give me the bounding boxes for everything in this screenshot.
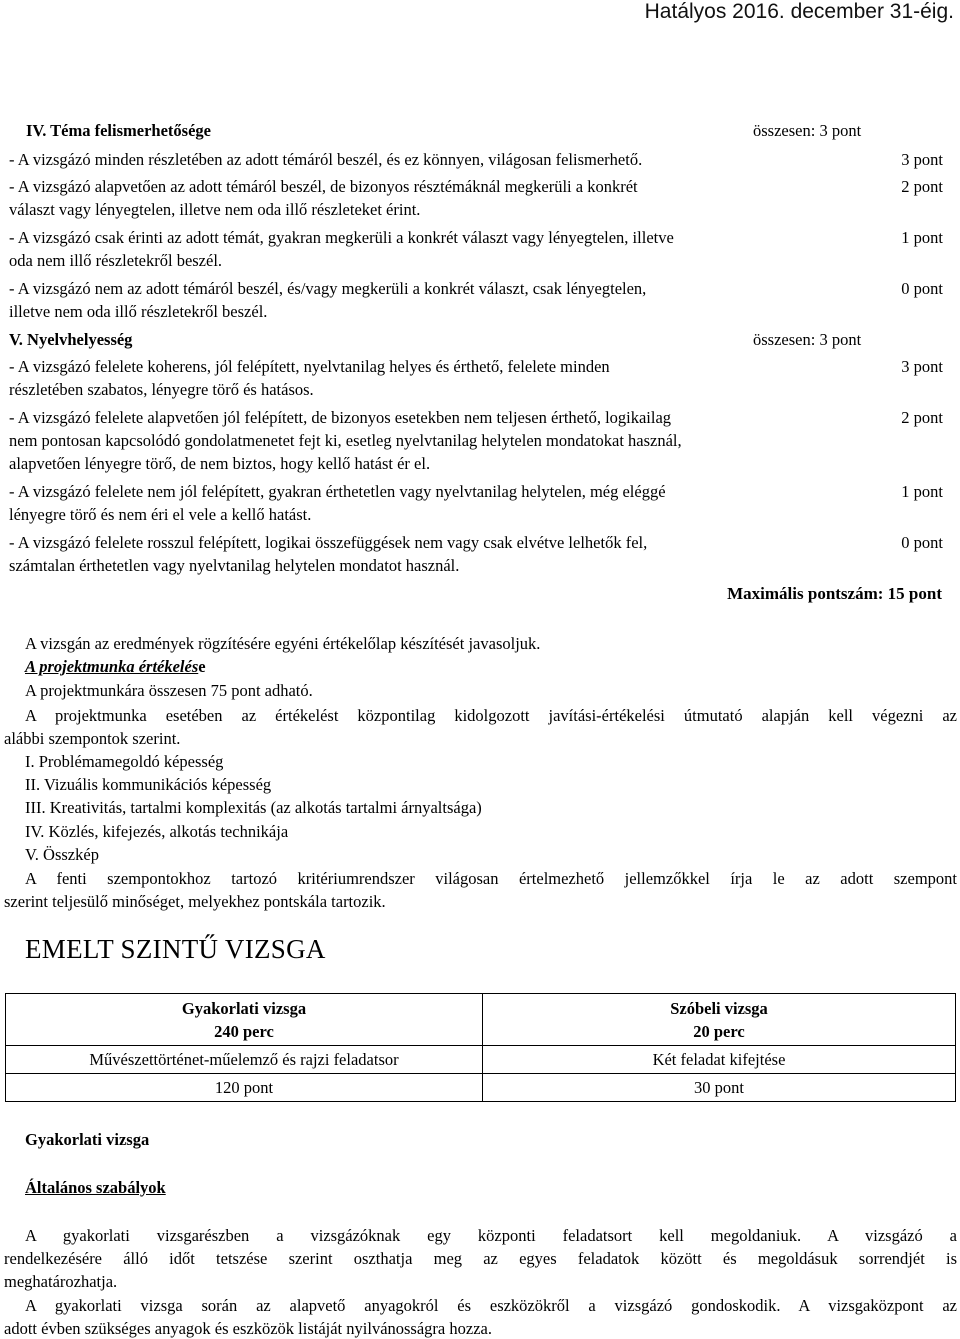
section-v-item-4-points: 0 pont bbox=[901, 533, 943, 552]
exam-structure-table bbox=[5, 993, 956, 1102]
section-v-total: összesen: 3 pont bbox=[753, 330, 862, 349]
section-iv-item-3-line-1: - A vizsgázó csak érinti az adott témát, gyakran megkerüli a konkrét választ vagy lényegtelen, illetve bbox=[9, 228, 674, 247]
paragraph-project-points: A projektmunkára összesen 75 pont adható. bbox=[25, 681, 313, 700]
section-iv-item-4-line-2: illetve nem oda illő részletekről beszél. bbox=[9, 302, 268, 321]
section-v-item-1-line-1: - A vizsgázó felelete koherens, jól felépített, nyelvtanilag helyes és érthető, felelete minden bbox=[9, 357, 610, 376]
project-evaluation-heading-text: A projektmunka értékelés bbox=[25, 657, 199, 676]
criteria-list-item: III. Kreativitás, tartalmi komplexitás (az alkotás tartalmi árnyaltsága) bbox=[25, 798, 482, 817]
section-v-item-3-points: 1 pont bbox=[901, 482, 943, 501]
table-row bbox=[6, 1074, 956, 1102]
rules-paragraph-1-line-2: rendelkezésére álló időt tetszése szerint oszthatja meg az egyes feladatok között és megoldásuk sorrendjét is bbox=[4, 1249, 957, 1268]
max-score: Maximális pontszám: 15 pont bbox=[727, 584, 942, 603]
paragraph-criteria-system-line-2: szerint teljesülő minőséget, melyekhez pontskála tartozik. bbox=[4, 892, 386, 911]
section-iv-item-4-line-1: - A vizsgázó nem az adott témáról beszél, és/vagy megkerüli a konkrét választ, csak lényegtelen, bbox=[9, 279, 647, 298]
section-iv-item-4-points: 0 pont bbox=[901, 279, 943, 298]
section-v-item-1-points: 3 pont bbox=[901, 357, 943, 376]
rules-paragraph-1-line-1: A gyakorlati vizsgarészben a vizsgázóknak egy központi feladatsort kell megoldaniuk. A vizsgázó a bbox=[25, 1226, 957, 1245]
practical-task: Művészettörténet-műelemző és rajzi feladatsor bbox=[6, 1046, 483, 1074]
section-v-item-3-line-1: - A vizsgázó felelete nem jól felépített, gyakran érthetetlen vagy nyelvtanilag helytelen, még eléggé bbox=[9, 482, 666, 501]
table-cell-oral-header bbox=[483, 994, 956, 1046]
section-iv-item-1-line-1: - A vizsgázó minden részletében az adott témáról beszél, és ez könnyen, világosan felismerhető. bbox=[9, 150, 643, 169]
section-v-item-4-line-2: számtalan érthetetlen vagy nyelvtanilag helytelen mondatot használ. bbox=[9, 556, 460, 575]
project-evaluation-heading-tail: e bbox=[198, 657, 206, 676]
table-cell-practical-header bbox=[6, 994, 483, 1046]
oral-title: Szóbeli vizsga bbox=[670, 998, 768, 1018]
practical-title: Gyakorlati vizsga bbox=[181, 998, 307, 1018]
practical-exam-heading: Gyakorlati vizsga bbox=[25, 1130, 150, 1149]
section-iv-item-1-points: 3 pont bbox=[901, 150, 943, 169]
section-iv-item-2-line-1: - A vizsgázó alapvetően az adott témáról beszél, de bizonyos résztémáknál megkerüli a konkrét bbox=[9, 177, 638, 196]
paragraph-evaluation-sheet: A vizsgán az eredmények rögzítésére egyéni értékelőlap készítését javasoljuk. bbox=[25, 634, 541, 653]
general-rules-heading: Általános szabályok bbox=[25, 1178, 166, 1197]
paragraph-criteria-system-line-1: A fenti szempontokhoz tartozó kritériumrendszer világosan értelmezhető jellemzőkkel írja le az adott szempont bbox=[25, 869, 957, 888]
emelt-szint-title: EMELT SZINTŰ VIZSGA bbox=[25, 934, 326, 964]
section-iv-item-3-points: 1 pont bbox=[901, 228, 943, 247]
section-iv-item-3-line-2: oda nem illő részletekről beszél. bbox=[9, 251, 223, 270]
paragraph-criteria-line-2: alábbi szempontok szerint. bbox=[4, 729, 181, 748]
section-v-item-2-line-3: alapvetően lényegre törő, de nem biztos, hogy kellő hatást ér el. bbox=[9, 454, 431, 473]
rules-paragraph-1-line-3: meghatározhatja. bbox=[4, 1272, 118, 1291]
paragraph-criteria-line-1: A projektmunka esetében az értékelést központilag kidolgozott javítási-értékelési útmutató alapján kell végezni az bbox=[25, 706, 957, 725]
criteria-list-item: II. Vizuális kommunikációs képesség bbox=[25, 775, 272, 794]
section-v-item-2-line-2: nem pontosan kapcsolódó gondolatmenetet fejt ki, esetleg nyelvtanilag helytelen mondatokat használ, bbox=[9, 431, 682, 450]
page-header-validity: Hatályos 2016. december 31-éig. bbox=[644, 0, 954, 23]
table-row bbox=[6, 994, 956, 1046]
project-evaluation-heading bbox=[25, 657, 206, 677]
section-v-item-2-points: 2 pont bbox=[901, 408, 943, 427]
criteria-list-item: V. Összkép bbox=[25, 845, 99, 864]
oral-duration: 20 perc bbox=[693, 1021, 745, 1041]
section-v-item-2-line-1: - A vizsgázó felelete alapvetően jól felépített, de bizonyos esetekben nem teljesen érthető, logikailag bbox=[9, 408, 672, 427]
section-iv-item-2-points: 2 pont bbox=[901, 177, 943, 196]
section-iv-total: összesen: 3 pont bbox=[753, 121, 862, 140]
rules-paragraph-2-line-1: A gyakorlati vizsga során az alapvető anyagokról és eszközökről a vizsgázó gondoskodik. A vizsgaközpont az bbox=[25, 1296, 957, 1315]
section-v-item-4-line-1: - A vizsgázó felelete rosszul felépített, logikai összefüggések nem vagy csak elvétve lelhetők fel, bbox=[9, 533, 648, 552]
oral-points: 30 pont bbox=[483, 1074, 956, 1102]
practical-points: 120 pont bbox=[6, 1074, 483, 1102]
rules-paragraph-2-line-2: adott évben szükséges anyagok és eszközök listáját nyilvánosságra hozza. bbox=[4, 1319, 492, 1338]
table-row bbox=[6, 1046, 956, 1074]
section-v-item-1-line-2: részletében szabatos, lényegre törő és hatásos. bbox=[9, 380, 314, 399]
oral-task: Két feladat kifejtése bbox=[483, 1046, 956, 1074]
criteria-list-item: IV. Közlés, kifejezés, alkotás technikája bbox=[25, 822, 289, 841]
section-v-title: V. Nyelvhelyesség bbox=[9, 330, 133, 349]
section-iv-title: IV. Téma felismerhetősége bbox=[26, 121, 211, 140]
criteria-list-item: I. Problémamegoldó képesség bbox=[25, 752, 224, 771]
section-v-item-3-line-2: lényegre törő és nem éri el vele a kellő hatást. bbox=[9, 505, 312, 524]
practical-duration: 240 perc bbox=[214, 1021, 274, 1041]
section-iv-item-2-line-2: választ vagy lényegtelen, illetve nem oda illő részleteket érint. bbox=[9, 200, 421, 219]
